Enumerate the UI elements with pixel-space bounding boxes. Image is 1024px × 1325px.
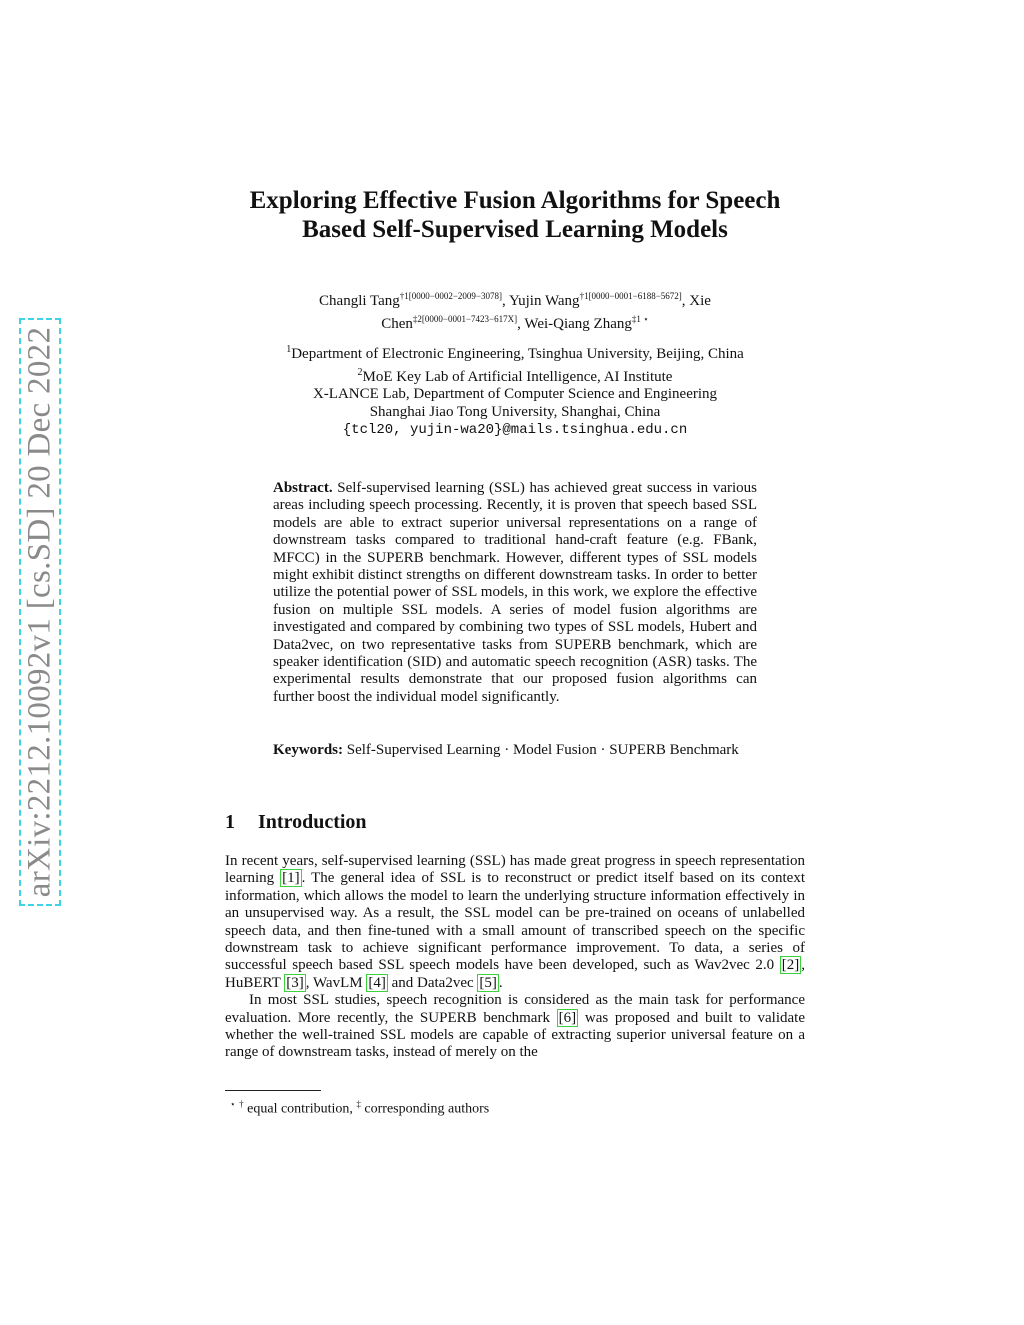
affiliation-1-marker: 1: [286, 344, 292, 355]
author-1-name: Changli Tang: [319, 293, 400, 309]
citation-link[interactable]: [2]: [781, 957, 800, 974]
author-4-marks: ‡1 ⋆: [631, 314, 649, 324]
affiliation-1: Department of Electronic Engineering, Tsinghua University, Beijing, China: [291, 346, 744, 362]
intro-text: In recent years, self-supervised learning (SSL) has made great progress in speech representation learning: [225, 853, 805, 887]
author-1-orcid: †1[0000−0002−2009−3078]: [399, 291, 503, 301]
intro-text: In most SSL studies, speech recognition is considered as the main task for performance evaluation. More recently, the SUPERB benchmark: [225, 992, 805, 1026]
footnote-text-2: corresponding authors: [360, 1101, 490, 1117]
affiliation-2-marker: 2: [357, 366, 363, 378]
intro-text: , WavLM: [305, 974, 367, 991]
intro-paragraph-2: [225, 992, 805, 1062]
intro-text: .: [498, 974, 503, 991]
affiliation-4: Shanghai Jiao Tong University, Shanghai, China: [369, 403, 661, 420]
intro-paragraph-1: [225, 853, 805, 992]
arxiv-stamp-text: arXiv:2212.10092v1 [cs.SD] 20 Dec 2022: [21, 326, 58, 898]
affiliations: [215, 341, 815, 440]
footnote-text-1: equal contribution,: [243, 1101, 357, 1117]
affiliation-3: X-LANCE Lab, Department of Computer Science and Engineering: [312, 386, 718, 403]
paper-title: [200, 186, 830, 244]
section-number: 1: [225, 811, 235, 833]
title-line-1: Exploring Effective Fusion Algorithms for Speech: [249, 187, 781, 214]
footnote: [230, 1096, 489, 1118]
author-3-name-part2: Chen: [381, 316, 413, 332]
citation-link[interactable]: [5]: [479, 974, 497, 991]
footnote-ddagger: ‡: [356, 1099, 361, 1109]
intro-text: , HuBERT: [225, 957, 805, 991]
abstract-text: Self-supervised learning (SSL) has achieved great success in various areas including speech processing. Recently, it is proven that speech based SSL models are able to extract superior universal representations on a range of downstream tasks compared to traditional hand-craft feature (e.g. FBank, MFCC) in the SUPERB benchmark. However, different types of SSL models might exhibit distinct strengths on different downstream tasks. In order to better utilize the potential power of SSL models, in this work, we explore the effective fusion on multiple SSL models. A series of model fusion algorithms are investigated and compared by combining two types of SSL models, Hubert and Data2vec, on two representative tasks from SUPERB benchmark, which are speaker identification (SID) and automatic speech recognition (ASR) tasks. The experimental results demonstrate that our proposed fusion algorithms can further boost the individual model significantly.: [273, 480, 757, 705]
keywords: [273, 742, 757, 759]
keywords-label: Keywords:: [273, 742, 343, 758]
author-2-orcid: †1[0000−0001−6188−5672]: [579, 291, 682, 301]
intro-text: was proposed and built to validate whether the well-trained SSL models are capable of extracting superior universal feature on a range of downstream tasks, instead of merely on the: [225, 1009, 805, 1061]
abstract-label: Abstract.: [273, 480, 333, 496]
abstract: [273, 480, 757, 706]
footnote-dagger: †: [239, 1099, 244, 1109]
section-title: Introduction: [258, 811, 367, 833]
author-list: [240, 287, 790, 333]
author-2-name: , Yujin Wang: [502, 293, 580, 309]
keywords-text: Self-Supervised Learning · Model Fusion · SUPERB Benchmark: [346, 742, 739, 758]
title-line-2: Based Self-Supervised Learning Models: [302, 216, 728, 243]
affiliation-2: MoE Key Lab of Artificial Intelligence, AI Institute: [362, 368, 673, 385]
citation-link[interactable]: [4]: [368, 974, 386, 991]
intro-text: . The general idea of SSL is to reconstruct or predict itself based on its context information, which allows the model to learn the underlying structure information effectively in an unsupervised way. As a result, the SSL model can be pre-trained on oceans of unlabelled speech data, and then fine-tuned with a small amount of transcribed speech on the specific downstream task to achieve significant performance improvement. To data, a series of successful speech based SSL speech models have been developed, such as Wav2vec 2.0: [225, 870, 805, 974]
footnote-star: ⋆: [230, 1099, 236, 1109]
arxiv-stamp[interactable]: [19, 318, 61, 906]
author-3-name-part1: , Xie: [681, 293, 711, 309]
author-3-orcid: ‡2[0000−0001−7423−617X]: [412, 314, 518, 324]
citation-link[interactable]: [1]: [282, 870, 300, 887]
author-email: {tcl20, yujin-wa20}@mails.tsinghua.edu.cn: [342, 422, 688, 439]
author-4-name: , Wei-Qiang Zhang: [517, 316, 632, 332]
footnote-rule: [225, 1090, 321, 1091]
citation-link[interactable]: [3]: [286, 974, 304, 991]
citation-link[interactable]: [6]: [558, 1009, 577, 1026]
intro-text: and Data2vec: [387, 974, 478, 991]
intro-body: [225, 853, 805, 1062]
section-heading: [225, 811, 367, 834]
